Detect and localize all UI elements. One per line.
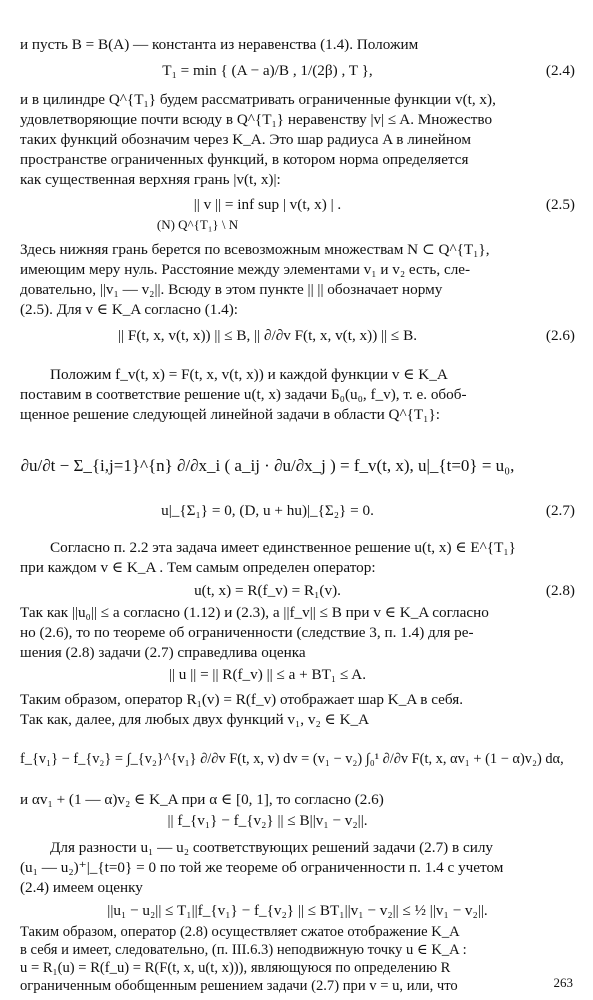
equation-lipschitz: || f_{v₁} − f_{v₂} || ≤ B||v₁ − v₂||. bbox=[167, 812, 368, 829]
text-line: (u₁ — u₂)⁺|_{t=0} = 0 по той же теореме об ограниченности п. 1.4 с учетом bbox=[20, 859, 504, 876]
text-line: и в цилиндре Q^{T₁} будем рассматривать ограниченные функции v(t, x), bbox=[20, 91, 496, 108]
text-line: и αv₁ + (1 — α)v₂ ∈ K_A при α ∈ [0, 1], то согласно (2.6) bbox=[20, 791, 384, 808]
text-line: но (2.6), то по теореме об ограниченности (следствие 3, п. 1.4) для ре- bbox=[20, 624, 474, 641]
equation-difference-integral: f_{v₁} − f_{v₂} = ∫_{v₂}^{v₁} ∂/∂v F(t, x, v) dv = (v₁ − v₂) ∫₀¹ ∂/∂v F(t, x, αv₁ + (1 − α)v₂) dα, bbox=[20, 751, 564, 767]
text-line: таких функций обозначим через K_A. Это шар радиуса A в линейном bbox=[20, 131, 471, 148]
text-line: u = R₁(u) = R(f_u) = R(F(t, x, u(t, x))), являющуюся по определению R bbox=[20, 960, 451, 976]
text-line: имеющим меру нуль. Расстояние между элементами v₁ и v₂ есть, сле- bbox=[20, 261, 471, 278]
text-line: при каждом v ∈ K_A . Тем самым определен оператор: bbox=[20, 559, 376, 576]
equation-2-6: || F(t, x, v(t, x)) || ≤ B, || ∂/∂v F(t, x, v(t, x)) || ≤ B. (2.6) bbox=[118, 327, 575, 344]
text-line: довательно, ||v₁ — v₂||. Всюду в этом пункте || || обозначает норму bbox=[20, 281, 443, 298]
equation-2-7a: ∂u/∂t − Σ_{i,j=1}^{n} ∂/∂x_i ( a_ij · ∂u/∂x_j ) = f_v(t, x), u|_{t=0} = u₀, bbox=[20, 456, 515, 475]
text-line: Для разности u₁ — u₂ соответствующих решений задачи (2.7) в силу bbox=[50, 839, 494, 856]
text-line: Так как ||u₀|| ≤ a согласно (1.12) и (2.3), а ||f_v|| ≤ B при v ∈ K_A согласно bbox=[20, 604, 489, 621]
text-line: (2.4) имеем оценку bbox=[20, 879, 143, 896]
text-line: Таким образом, оператор R₁(v) = R(f_v) отображает шар K_A в себя. bbox=[20, 691, 464, 708]
equation-2-8: u(t, x) = R(f_v) = R₁(v). (2.8) bbox=[194, 582, 575, 599]
text-line: Здесь нижняя грань берется по всевозможным множествам N ⊂ Q^{T₁}, bbox=[20, 241, 490, 258]
text-line: щенное решение следующей линейной задачи в области Q^{T₁}: bbox=[20, 406, 440, 423]
text-line: пространстве ограниченных функций, в котором норма определяется bbox=[20, 151, 469, 168]
text-line: (2.5). Для v ∈ K_A согласно (1.4): bbox=[20, 301, 239, 318]
equation-norm-estimate: || u || = || R(f_v) || ≤ a + BT₁ ≤ A. bbox=[168, 666, 367, 683]
text-line: поставим в соответствие решение u(t, x) задачи Б₀(u₀, f_v), т. е. обоб- bbox=[20, 386, 467, 403]
text-line: Так как, далее, для любых двух функций v₁, v₂ ∈ K_A bbox=[20, 711, 370, 728]
text-line: Положим f_v(t, x) = F(t, x, v(t, x)) и каждой функции v ∈ K_A bbox=[50, 366, 448, 383]
equation-contraction: ||u₁ − u₂|| ≤ T₁||f_{v₁} − f_{v₂} || ≤ BT₁||v₁ − v₂|| ≤ ½ ||v₁ − v₂||. bbox=[107, 902, 488, 919]
equation-2-5-subscript: (N) Q^{T₁} \ N bbox=[156, 217, 239, 232]
text-line: удовлетворяющие почти всюду в Q^{T₁} неравенству |v| ≤ A. Множество bbox=[20, 111, 493, 128]
text-line: ограниченным обобщенным решением задачи (2.7) при v = u, или, что bbox=[20, 978, 458, 994]
equation-2-4: T₁ = min { (A − a)/B , 1/(2β) , T }, (2.4) bbox=[162, 62, 575, 79]
text-line: шения (2.8) задачи (2.7) справедлива оценка bbox=[20, 644, 306, 661]
equation-2-7b: u|_{Σ₁} = 0, (D, u + hu)|_{Σ₂} = 0. (2.7) bbox=[161, 502, 575, 519]
text-line: Согласно п. 2.2 эта задача имеет единственное решение u(t, x) ∈ E^{T₁} bbox=[50, 539, 516, 556]
text-line: в себя и имеет, следовательно, (п. III.6.3) неподвижную точку u ∈ K_A : bbox=[20, 942, 467, 958]
page-number: 263 bbox=[553, 975, 573, 990]
text-line: как существенная верхняя грань |v(t, x)|: bbox=[20, 171, 281, 188]
equation-2-5: || v || = inf sup | v(t, x) | . (2.5) bbox=[193, 196, 575, 213]
text-line: Таким образом, оператор (2.8) осуществляет сжатое отображение K_A bbox=[20, 924, 460, 940]
text-line: и пусть B = B(A) — константа из неравенства (1.4). Положим bbox=[20, 36, 419, 53]
